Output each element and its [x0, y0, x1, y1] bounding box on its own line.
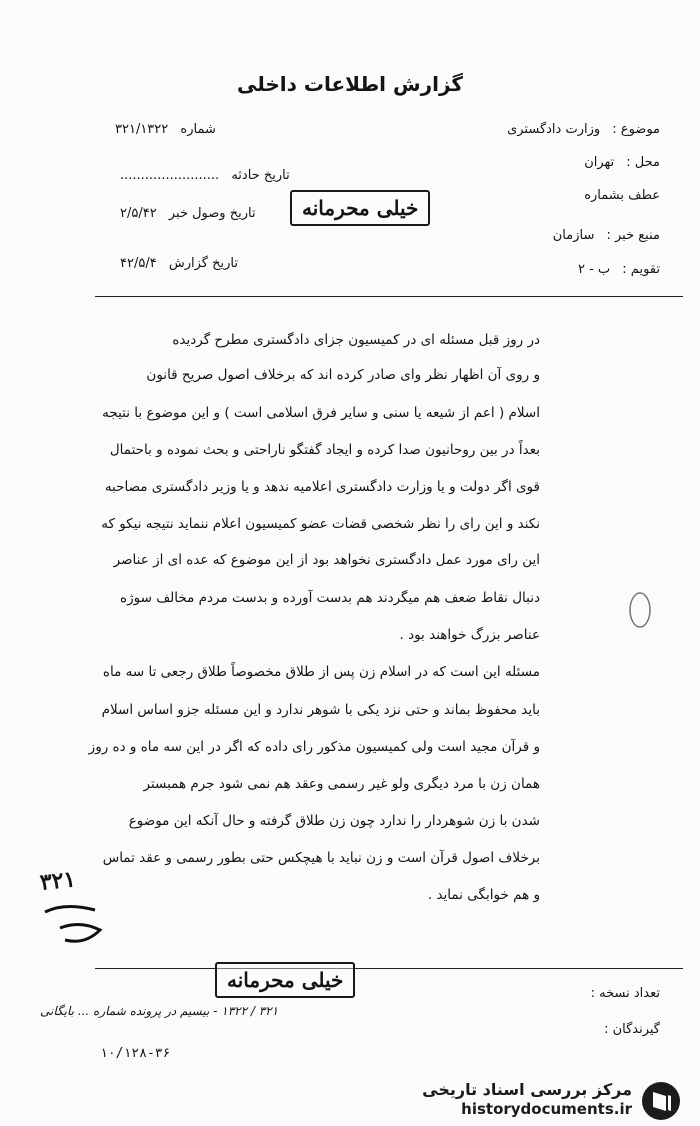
subject-field — [507, 122, 660, 137]
evaluation-field — [578, 262, 660, 277]
margin-note: ۳۲۱ — [38, 866, 77, 896]
received-date-value: ۲/۵/۴۲ — [120, 206, 157, 221]
source-label: منبع خبر : — [606, 228, 660, 243]
archive-logo-icon — [642, 1082, 680, 1120]
source-value: سازمان — [552, 228, 595, 243]
attachment-field — [576, 188, 660, 203]
margin-circle-icon — [620, 585, 660, 635]
body-line: عناصر بزرگ خواهند بود . — [399, 627, 540, 643]
received-date-field — [120, 206, 256, 221]
evaluation-value: ب - ۲ — [577, 262, 611, 277]
body-line: شدن با زن شوهردار را ندارد چون زن طلاق گرفته و حال آنکه این موضوع — [128, 813, 540, 829]
subject-label: موضوع : — [612, 122, 660, 137]
evaluation-label: تقویم : — [622, 262, 660, 277]
body-line: نکند و این رای را نظر شخصی قضات عضو کمیسیون اعلام ننماید نتیجه نیکو که — [101, 516, 540, 532]
body-line: اسلام ( اعم از شیعه یا سنی و سایر فرق اسلامی است ) و این موضوع با نتیجه — [102, 405, 540, 421]
body-line: برخلاف اصول قرآن است و زن نباید با هیچکس حتی بطور رسمی و عقد تماس — [102, 850, 540, 866]
body-line: و هم خوابگی نماید . — [427, 887, 540, 903]
filing-note: ۳۲۱ / ۱۳۲۲ - بیسیم در پرونده شماره ... بایگانی — [40, 1004, 279, 1018]
report-date-value: ۴۲/۵/۴ — [120, 256, 157, 271]
body-text — [88, 332, 540, 952]
body-line: بعداً در بین روحانیون صدا کرده و ایجاد گفتگو ناراحتی و بحث نموده و باحتمال — [109, 442, 540, 458]
event-date-label: تاریخ حادثه — [231, 168, 290, 183]
location-value: تهران — [584, 155, 615, 170]
body-line: این رای مورد عمل دادگستری نخواهد بود از این موضوع که عده ای از عناصر — [113, 552, 540, 568]
header-divider — [95, 296, 683, 297]
archive-number: ۱۰/۱۲۸-۳۶ — [100, 1046, 171, 1061]
copies-label: تعداد نسخه : — [590, 986, 660, 1001]
event-date-dots: ........................ — [120, 168, 220, 183]
location-field — [584, 155, 660, 170]
location-label: محل : — [626, 155, 660, 170]
subject-value: وزارت دادگستری — [507, 122, 601, 137]
report-date-label: تاریخ گزارش — [168, 256, 238, 271]
watermark-url: historydocuments.ir — [461, 1100, 632, 1118]
body-line: و روی آن اظهار نظر وای صادر کرده اند که برخلاف اصول صریح قانون — [146, 367, 540, 383]
classification-stamp-bottom: خیلی محرمانه — [215, 962, 355, 998]
body-line: قوی اگر دولت و یا وزارت دادگستری اعلامیه ندهد و یا وزیر دادگستری مصاحبه — [104, 479, 540, 495]
event-date-field — [120, 168, 290, 183]
body-line: و قرآن مجید است ولی کمیسیون مذکور رای داده که اگر در این سه ماه و ده روز — [88, 739, 540, 755]
report-date-field — [120, 256, 238, 271]
margin-scribble-icon — [40, 900, 110, 950]
number-field — [115, 122, 216, 137]
document-title: گزارش اطلاعات داخلی — [236, 72, 464, 96]
classification-stamp-top: خیلی محرمانه — [290, 190, 430, 226]
body-line: همان زن با مرد دیگری ولو غیر رسمی وعقد هم نمی شود جرم همبستر — [143, 776, 540, 792]
number-value: ۳۲۱/۱۳۲۲ — [115, 122, 169, 137]
watermark — [390, 1080, 680, 1122]
body-line: باید محفوظ بماند و حتی نزد یکی با شوهر ندارد و این مسئله جزو اساس اسلام — [101, 702, 540, 718]
body-line: دنبال نقاط ضعف هم میگردند هم بدست آورده و بدست مردم مخالف سوژه — [120, 590, 540, 606]
received-date-label: تاریخ وصول خبر — [168, 206, 256, 221]
number-label: شماره — [180, 122, 216, 137]
body-line: در روز قبل مسئله ای در کمیسیون جزای دادگستری مطرح گردیده — [172, 332, 540, 348]
attachment-label: عطف بشماره — [584, 188, 660, 203]
recipients-label: گیرندگان : — [604, 1022, 660, 1037]
body-line: مسئله این است که در اسلام زن پس از طلاق مخصوصاً طلاق رجعی تا سه ماه — [102, 664, 540, 680]
watermark-title: مرکز بررسی اسناد تاریخی — [422, 1080, 632, 1099]
footer-divider — [95, 968, 683, 969]
source-field — [553, 228, 660, 243]
